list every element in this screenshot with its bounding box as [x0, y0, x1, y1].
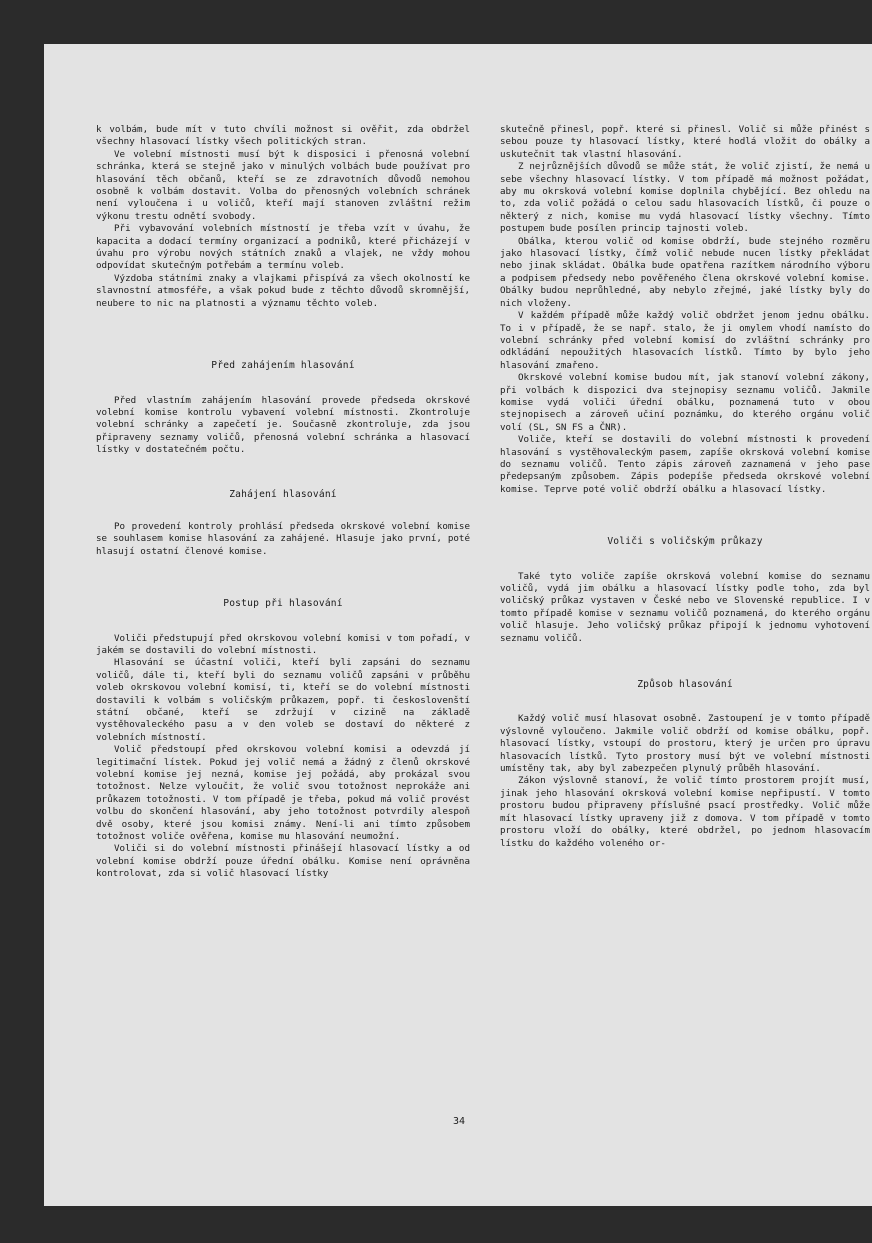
section-heading: Zahájení hlasování: [229, 488, 337, 500]
paragraph: Výzdoba státními znaky a vlajkami přispívá za všech okolností ke slavnostní atmosféře, a však pokud bude z těchto důvodů skromnější, neubere to nic na platnosti a významu těchto voleb.: [96, 272, 470, 309]
paragraph: Voliči předstupují před okrskovou volební komisi v tom pořadí, v jakém se dostavili do volební místnosti.: [96, 632, 470, 656]
paragraph: Z nejrůznějších důvodů se může stát, že volič zjistí, že nemá u sebe všechny hlasovací lístky. V tom případě má možnost požádat, aby mu okrsková volební komise doplnila chybějící. Bez ohledu na to, zda volič požádá o celou sadu hlasovacích lístků, či pouze o některý z nich, komise mu vydá hlasovací lístky všechny. Tímto postupem bude posílen princip tajnosti voleb.: [500, 161, 870, 235]
section-heading: Postup při hlasování: [223, 598, 343, 610]
paragraph: Voliči si do volební místnosti přinášejí hlasovací lístky a od volební komise obdrží pouze úřední obálku. Komise není oprávněna kontrolovat, zda si volič hlasovací lístky: [96, 843, 470, 880]
paragraph: Každý volič musí hlasovat osobně. Zastoupení je v tomto případě výslovně vyloučeno. Jakmile volič obdrží od komise obálku, popř. hlasovací lístky, vstoupí do prostoru, který je určen pro úpravu hlasovacích lístků. Tyto prostory musí být ve volební místnosti umístěny tak, aby byl zabezpečen plynulý průběh hlasování.: [500, 713, 870, 775]
paragraph: Po provedení kontroly prohlásí předseda okrskové volební komise se souhlasem komise hlasování za zahájené. Hlasuje jako první, poté hlasují ostatní členové komise.: [96, 520, 470, 557]
paragraph: Také tyto voliče zapíše okrsková volební komise do seznamu voličů, vydá jim obálku a hlasovací lístky podle toho, zda byl voličský průkaz vystaven v České nebo ve Slovenské republice. I v tomto případě komise v seznamu voličů poznamená, do kterého orgánu volič hlasuje. Jeho voličský průkaz připojí k jednomu vyhotovení seznamu voličů.: [500, 570, 870, 644]
section-heading: Před zahájením hlasování: [211, 360, 355, 372]
paragraph: Před vlastním zahájením hlasování provede předseda okrskové volební komise kontrolu vybavení volební místnosti. Zkontroluje volební schránky a zapečetí je. Současně zkontroluje, zda jsou připraveny seznamy voličů, přenosná volební schránka a hlasovací lístky v dostatečném počtu.: [96, 394, 470, 456]
section-heading: Voliči s voličským průkazy: [607, 536, 763, 548]
document-page: [44, 44, 872, 1206]
paragraph: Obálka, kterou volič od komise obdrží, bude stejného rozměru jako hlasovací lístky, čímž volič nebude nucen lístky překládat nebo jinak skládat. Obálka bude opatřena razítkem národního výboru a podpisem předsedy nebo pověřeného člena okrskové volební komise. Obálky budou neprůhledné, aby nebylo zřejmé, jaké lístky byly do nich vloženy.: [500, 235, 870, 309]
paragraph: skutečně přinesl, popř. které si přinesl. Volič si může přinést s sebou pouze ty hlasovací lístky, které hodlá vložit do obálky a uskutečnit tak vlastní hlasování.: [500, 124, 870, 160]
paragraph: Voliče, kteří se dostavili do volební místnosti k provedení hlasování s vystěhovaleckým pasem, zapíše okrsková volební komise do seznamu voličů. Tento zápis zároveň zaznamená v jeho pase předepsaným způsobem. Zápis podepíše předseda okrskové volební komise. Teprve poté volič obdrží obálku a hlasovací lístky.: [500, 434, 870, 495]
paragraph: Volič předstoupí před okrskovou volební komisi a odevzdá jí legitimační lístek. Pokud jej volič nemá a žádný z členů okrskové volební komise jej nezná, komise jej požádá, aby prokázal svou totožnost. Nelze vyloučit, že volič svou totožnost neprokáže ani průkazem totožnosti. V tom případě je třeba, pokud má volič provést volbu do skončení hlasování, aby jeho totožnost potvrdily alespoň dvě osoby, které jsou komisi známy. Není-li ani tímto způsobem totožnost voliče ověřena, komise mu hlasování neumožní.: [96, 744, 470, 843]
paragraph: V každém případě může každý volič obdržet jenom jednu obálku. To i v případě, že se např. stalo, že ji omylem vhodí namísto do volební schránky před volební komisí do zvláštní schránky pro odkládání nepoužitých hlasovacích lístků. Tímto by bylo jeho hlasování zmařeno.: [500, 310, 870, 371]
page-number: 34: [452, 1116, 466, 1127]
paragraph: Ve volební místnosti musí být k disposici i přenosná volební schránka, která se stejně jako v minulých volbách bude používat pro hlasování těch občanů, kteří se ze zdravotních důvodů nemohou osobně k volbám dostavit. Volba do přenosných volebních schránek není vyloučena i u voličů, kteří mají stanoven zvláštní režim výkonu trestu odnětí svobody.: [96, 148, 470, 222]
left-column: [96, 124, 470, 881]
paragraph: Okrskové volební komise budou mít, jak stanoví volební zákony, při volbách k dispozici dva stejnopisy seznamu voličů. Jakmile komise vydá voliči úřední obálku, poznamená tuto v obou stejnopisech a zároveň učiní poznámku, do kterého orgánu volič volí (SL, SN FS a ČNR).: [500, 372, 870, 433]
section-heading: Způsob hlasování: [637, 679, 733, 691]
paragraph: Při vybavování volebních místností je třeba vzít v úvahu, že kapacita a dodací termíny organizací a podniků, které přicházejí v úvahu pro výrobu nových státních znaků a vlajek, ne vždy mohou odpovídat skutečným potřebám a termínu voleb.: [96, 223, 470, 272]
paragraph: k volbám, bude mít v tuto chvíli možnost si ověřit, zda obdržel všechny hlasovací lístky všech politických stran.: [96, 124, 470, 148]
right-column: [500, 124, 870, 850]
paragraph: Hlasování se účastní voliči, kteří byli zapsáni do seznamu voličů, dále ti, kteří byli do seznamu voličů zapsáni v průběhu voleb okrskovou volební komisí, ti, kteří se do volební místnosti dostavili k volbám s voličským průkazem, popř. ti českoslovenští státní občané, kteří se zdržují v cizině na základě vystěhovaleckého pasu a v den voleb se dostaví do některé z volebních místností.: [96, 657, 470, 743]
paragraph: Zákon výslovně stanoví, že volič tímto prostorem projít musí, jinak jeho hlasování okrsková volební komise nepřipustí. V tomto prostoru budou připraveny příslušné psací prostředky. Volič může mít hlasovací lístky upraveny již z domova. V tom případě v tomto prostoru vloží do obálky, které obdržel, po jednom hlasovacím lístku do každého voleného or-: [500, 775, 870, 849]
